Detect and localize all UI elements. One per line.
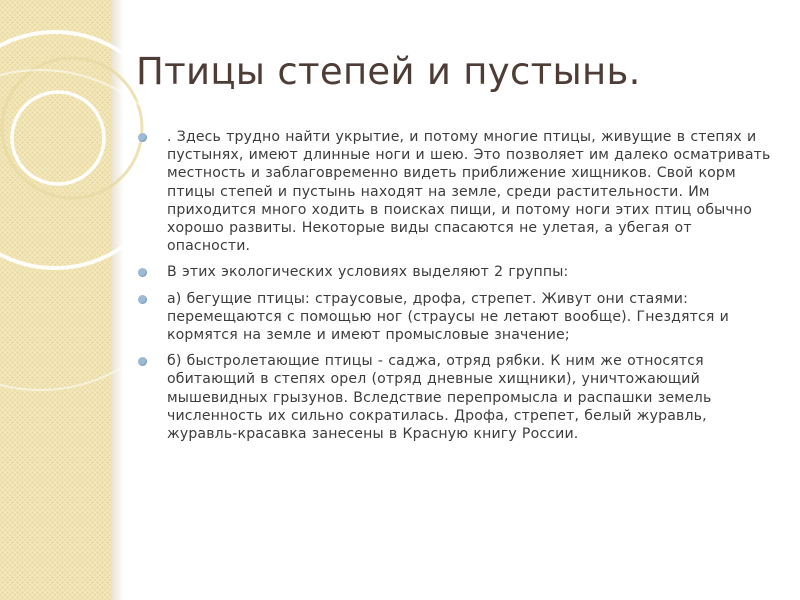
decorative-ring-accent: [2, 58, 142, 198]
bullet-item: [138, 263, 778, 281]
bullet-item: [138, 352, 778, 443]
bullet-dot-icon: [138, 357, 147, 366]
bullet-item: [138, 290, 778, 345]
slide-title: Птицы степей и пустынь.: [136, 50, 641, 93]
bullet-text: . Здесь трудно найти укрытие, и потому многие птицы, живущие в степях и пустынях, имеют длинные ноги и шею. Это позволяет им далеко осматривать местность и заблаговременно видеть приближение хищников. Свой корм птицы степей и пустынь находят на земле, среди растительности. Им приходится много ходить в поисках пищи, и потому ноги этих птиц обычно хорошо развиты. Некоторые виды спасаются не улетая, а убегая от опасности.: [167, 129, 771, 255]
bullet-dot-icon: [138, 268, 147, 277]
bullet-text: б) быстролетающие птицы - саджа, отряд рябки. К ним же относятся обитающий в степях орел (отряд дневные хищники), уничтожающий мышевидных грызунов. Вследствие перепромысла и распашки земель численность их сильно сократилась. Дрофа, стрепет, белый журавль, журавль-красавка занесены в Красную книгу России.: [167, 353, 712, 443]
bullet-item: [138, 128, 778, 255]
decorative-ring-small: [12, 92, 104, 184]
bullet-dot-icon: [138, 295, 147, 304]
bullet-text: В этих экологических условиях выделяют 2 группы:: [167, 264, 569, 281]
bullet-dot-icon: [138, 133, 147, 142]
bullet-list: [138, 128, 778, 451]
bullet-text: а) бегущие птицы: страусовые, дрофа, стрепет. Живут они стаями: перемещаются с помощью ног (страусы не летают вообще). Гнездятся и кормятся на земле и имеют промысловые значение;: [167, 290, 729, 344]
